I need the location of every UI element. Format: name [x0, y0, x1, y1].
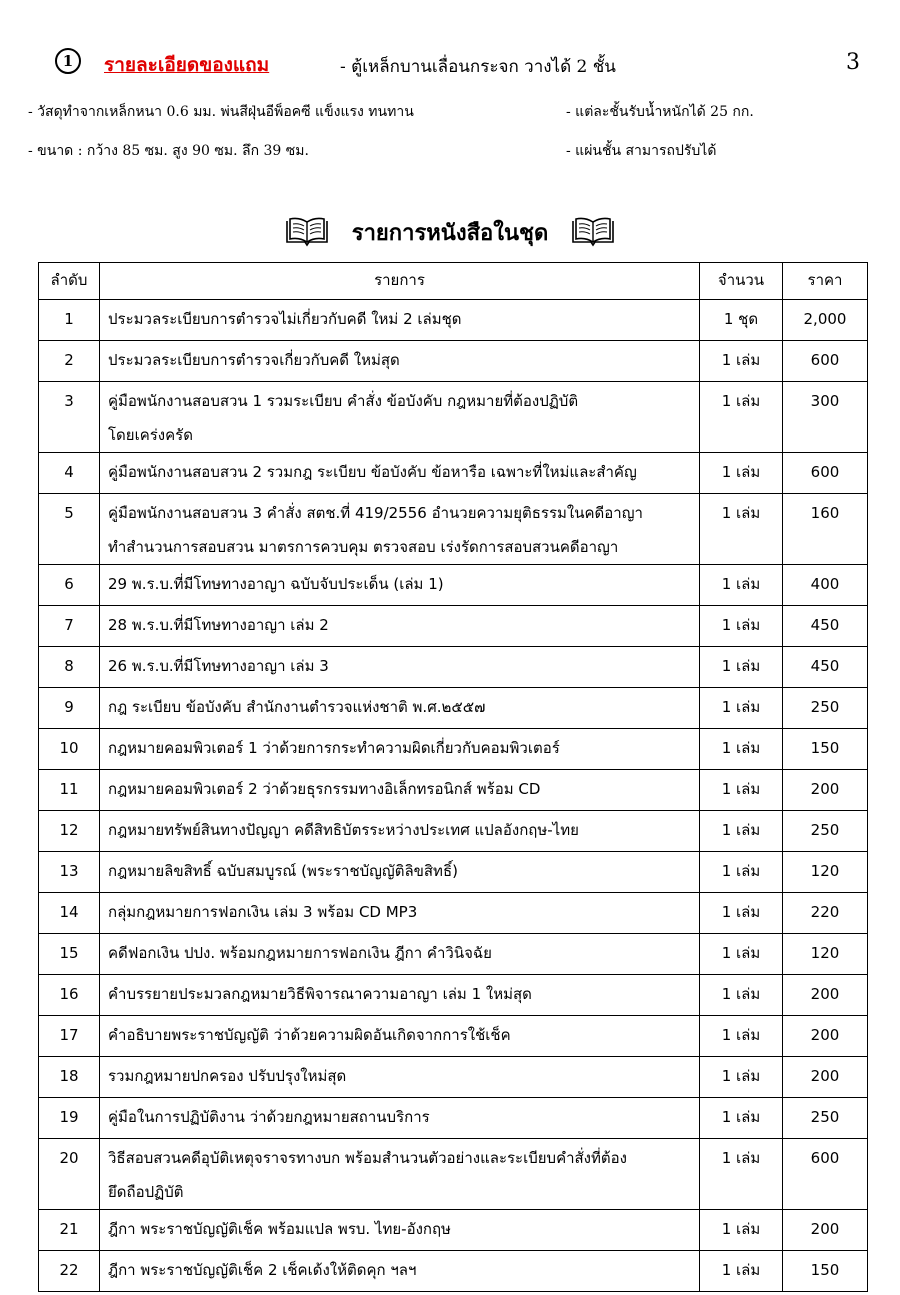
circled-number: 1 — [55, 48, 81, 74]
row-price: 300 — [783, 382, 868, 453]
row-number: 2 — [39, 341, 100, 382]
row-quantity: 1 เล่ม — [700, 1210, 783, 1251]
table-row — [39, 688, 868, 729]
section-title — [0, 212, 900, 252]
row-item: กฎหมายทรัพย์สินทางปัญญา คดีสิทธิบัตรระหว่างประเทศ แปลอังกฤษ-ไทย — [100, 811, 700, 852]
row-quantity: 1 เล่ม — [700, 606, 783, 647]
row-price: 450 — [783, 606, 868, 647]
row-item-line: คู่มือพนักงานสอบสวน 1 รวมระเบียบ คำสั่ง ข้อบังคับ กฎหมายที่ต้องปฏิบัติ — [108, 392, 579, 410]
row-price: 250 — [783, 1098, 868, 1139]
row-quantity: 1 เล่ม — [700, 565, 783, 606]
table-row — [39, 1016, 868, 1057]
row-price: 250 — [783, 811, 868, 852]
row-quantity: 1 เล่ม — [700, 770, 783, 811]
row-item: ประมวลระเบียบการตำรวจไม่เกี่ยวกับคดี ใหม่ 2 เล่มชุด — [100, 300, 700, 341]
row-number: 20 — [39, 1139, 100, 1210]
table-body — [39, 300, 868, 1292]
row-item: ประมวลระเบียบการตำรวจเกี่ยวกับคดี ใหม่สุด — [100, 341, 700, 382]
row-item: กฎหมายคอมพิวเตอร์ 1 ว่าด้วยการกระทำความผิดเกี่ยวกับคอมพิวเตอร์ — [100, 729, 700, 770]
header-qty: จำนวน — [700, 263, 783, 300]
row-quantity: 1 เล่ม — [700, 729, 783, 770]
header-price: ราคา — [783, 263, 868, 300]
gift-subtitle: - ตู้เหล็กบานเลื่อนกระจก วางได้ 2 ชั้น — [340, 57, 616, 77]
row-number: 15 — [39, 934, 100, 975]
row-price: 600 — [783, 341, 868, 382]
row-number: 7 — [39, 606, 100, 647]
row-item: กฎหมายลิขสิทธิ์ ฉบับสมบูรณ์ (พระราชบัญญัติลิขสิทธิ์) — [100, 852, 700, 893]
row-number: 8 — [39, 647, 100, 688]
open-book-icon — [284, 217, 330, 247]
spec-shelf: - แผ่นชั้น สามารถปรับได้ — [566, 143, 717, 159]
row-number: 5 — [39, 494, 100, 565]
row-item: คำอธิบายพระราชบัญญัติ ว่าด้วยความผิดอันเกิดจากการใช้เช็ค — [100, 1016, 700, 1057]
table-row — [39, 565, 868, 606]
row-item-line: วิธีสอบสวนคดีอุบัติเหตุจราจรทางบก พร้อมสำนวนตัวอย่างและระเบียบคำสั่งที่ต้อง — [108, 1149, 627, 1167]
row-price: 2,000 — [783, 300, 868, 341]
row-item — [100, 494, 700, 565]
table-row — [39, 729, 868, 770]
row-quantity: 1 เล่ม — [700, 1057, 783, 1098]
row-item: ฎีกา พระราชบัญญัติเช็ค พร้อมแปล พรบ. ไทย-อังกฤษ — [100, 1210, 700, 1251]
table-row — [39, 341, 868, 382]
header-item: รายการ — [100, 263, 700, 300]
row-item: ฎีกา พระราชบัญญัติเช็ค 2 เช็คเด้งให้ติดคุก ฯลฯ — [100, 1251, 700, 1292]
row-price: 450 — [783, 647, 868, 688]
table-row — [39, 893, 868, 934]
row-number: 14 — [39, 893, 100, 934]
row-item: 26 พ.ร.บ.ที่มีโทษทางอาญา เล่ม 3 — [100, 647, 700, 688]
row-price: 600 — [783, 1139, 868, 1210]
row-quantity: 1 เล่ม — [700, 893, 783, 934]
row-item: 29 พ.ร.บ.ที่มีโทษทางอาญา ฉบับจับประเด็น (เล่ม 1) — [100, 565, 700, 606]
row-quantity: 1 เล่ม — [700, 1098, 783, 1139]
row-quantity: 1 เล่ม — [700, 1139, 783, 1210]
row-price: 200 — [783, 1057, 868, 1098]
row-quantity: 1 เล่ม — [700, 688, 783, 729]
row-price: 200 — [783, 1016, 868, 1057]
table-row — [39, 975, 868, 1016]
row-item: 28 พ.ร.บ.ที่มีโทษทางอาญา เล่ม 2 — [100, 606, 700, 647]
row-number: 16 — [39, 975, 100, 1016]
row-quantity: 1 เล่ม — [700, 382, 783, 453]
gift-title: รายละเอียดของแถม — [104, 54, 270, 76]
row-item: คดีฟอกเงิน ปปง. พร้อมกฎหมายการฟอกเงิน ฎีกา คำวินิจฉัย — [100, 934, 700, 975]
row-number: 17 — [39, 1016, 100, 1057]
table-row — [39, 606, 868, 647]
row-quantity: 1 เล่ม — [700, 852, 783, 893]
row-price: 400 — [783, 565, 868, 606]
row-item-line: คู่มือพนักงานสอบสวน 3 คำสั่ง สตช.ที่ 419/2556 อำนวยความยุติธรรมในคดีอาญา — [108, 504, 643, 522]
spec-load: - แต่ละชั้นรับน้ำหนักได้ 25 กก. — [566, 104, 754, 120]
table-row — [39, 453, 868, 494]
row-number: 6 — [39, 565, 100, 606]
table-row — [39, 1139, 868, 1210]
table-row — [39, 934, 868, 975]
table-row — [39, 811, 868, 852]
book-list-table — [38, 262, 868, 1292]
row-number: 21 — [39, 1210, 100, 1251]
table-row — [39, 1251, 868, 1292]
row-item: กลุ่มกฎหมายการฟอกเงิน เล่ม 3 พร้อม CD MP3 — [100, 893, 700, 934]
row-quantity: 1 เล่ม — [700, 1251, 783, 1292]
row-number: 10 — [39, 729, 100, 770]
row-price: 160 — [783, 494, 868, 565]
row-number: 9 — [39, 688, 100, 729]
row-number: 22 — [39, 1251, 100, 1292]
row-number: 1 — [39, 300, 100, 341]
row-item: กฎ ระเบียบ ข้อบังคับ สำนักงานตำรวจแห่งชาติ พ.ศ.๒๕๕๗ — [100, 688, 700, 729]
row-number: 12 — [39, 811, 100, 852]
row-item: กฎหมายคอมพิวเตอร์ 2 ว่าด้วยธุรกรรมทางอิเล็กทรอนิกส์ พร้อม CD — [100, 770, 700, 811]
row-number: 19 — [39, 1098, 100, 1139]
row-item-line: ยึดถือปฏิบัติ — [108, 1183, 184, 1201]
row-quantity: 1 เล่ม — [700, 453, 783, 494]
row-item — [100, 1139, 700, 1210]
row-price: 120 — [783, 852, 868, 893]
row-quantity: 1 เล่ม — [700, 934, 783, 975]
row-quantity: 1 เล่ม — [700, 1016, 783, 1057]
open-book-icon — [570, 217, 616, 247]
row-quantity: 1 ชุด — [700, 300, 783, 341]
row-quantity: 1 เล่ม — [700, 341, 783, 382]
row-price: 120 — [783, 934, 868, 975]
row-number: 3 — [39, 382, 100, 453]
row-quantity: 1 เล่ม — [700, 647, 783, 688]
spec-material: - วัสดุทำจากเหล็กหนา 0.6 มม. พ่นสีฝุ่นอีพ็อคซี แข็งแรง ทนทาน — [28, 104, 414, 120]
row-item — [100, 382, 700, 453]
row-number: 18 — [39, 1057, 100, 1098]
table-row — [39, 300, 868, 341]
row-price: 150 — [783, 729, 868, 770]
row-quantity: 1 เล่ม — [700, 811, 783, 852]
row-price: 150 — [783, 1251, 868, 1292]
row-price: 220 — [783, 893, 868, 934]
table-row — [39, 770, 868, 811]
row-number: 4 — [39, 453, 100, 494]
table-row — [39, 1057, 868, 1098]
row-price: 200 — [783, 770, 868, 811]
section-title-text: รายการหนังสือในชุด — [351, 220, 549, 246]
row-number: 13 — [39, 852, 100, 893]
table-row — [39, 852, 868, 893]
header-no: ลำดับ — [39, 263, 100, 300]
table-row — [39, 494, 868, 565]
table-row — [39, 647, 868, 688]
header — [0, 0, 900, 200]
row-price: 250 — [783, 688, 868, 729]
row-item-line: ทำสำนวนการสอบสวน มาตรการควบคุม ตรวจสอบ เร่งรัดการสอบสวนคดีอาญา — [108, 538, 619, 556]
row-quantity: 1 เล่ม — [700, 494, 783, 565]
row-quantity: 1 เล่ม — [700, 975, 783, 1016]
row-price: 200 — [783, 975, 868, 1016]
row-item: คำบรรยายประมวลกฎหมายวิธีพิจารณาความอาญา เล่ม 1 ใหม่สุด — [100, 975, 700, 1016]
row-price: 200 — [783, 1210, 868, 1251]
row-item: คู่มือในการปฏิบัติงาน ว่าด้วยกฎหมายสถานบริการ — [100, 1098, 700, 1139]
table-header-row — [39, 263, 868, 300]
row-item: คู่มือพนักงานสอบสวน 2 รวมกฎ ระเบียบ ข้อบังคับ ข้อหารือ เฉพาะที่ใหม่และสำคัญ — [100, 453, 700, 494]
table-row — [39, 382, 868, 453]
spec-size: - ขนาด : กว้าง 85 ซม. สูง 90 ซม. ลึก 39 ซม. — [28, 143, 309, 159]
row-item: รวมกฎหมายปกครอง ปรับปรุงใหม่สุด — [100, 1057, 700, 1098]
row-number: 11 — [39, 770, 100, 811]
page-number: 3 — [846, 50, 860, 75]
table-row — [39, 1210, 868, 1251]
table-row — [39, 1098, 868, 1139]
row-price: 600 — [783, 453, 868, 494]
row-item-line: โดยเคร่งครัด — [108, 426, 193, 444]
